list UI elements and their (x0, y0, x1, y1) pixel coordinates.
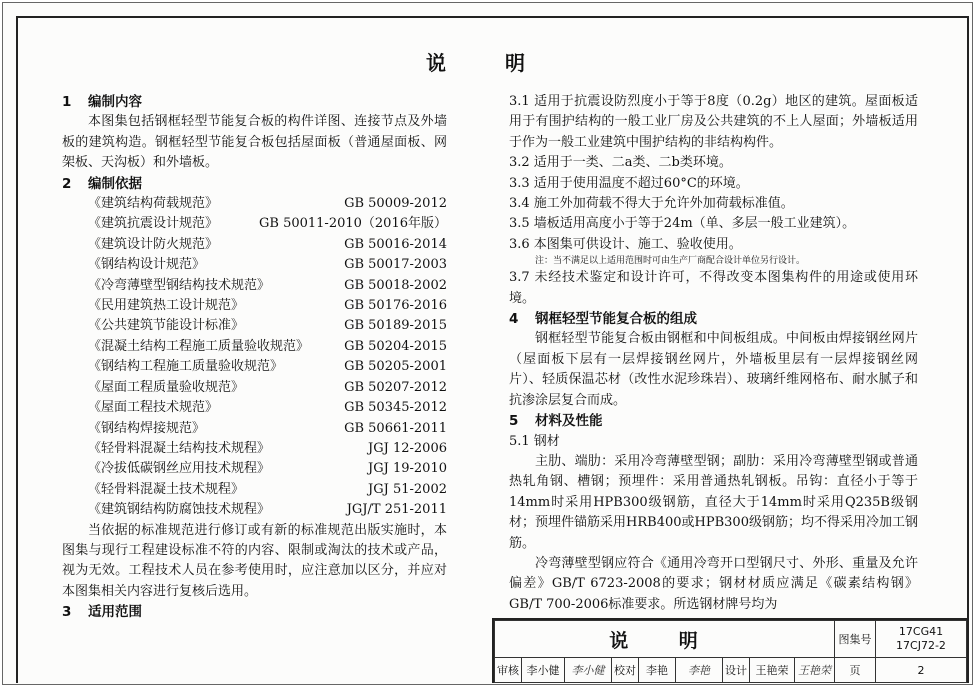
standard-name: 《建筑抗震设计规范》 (88, 216, 219, 232)
standard-code: GB 50009-2012 (344, 196, 447, 212)
standard-code: JGJ 19-2010 (368, 461, 447, 477)
clause-3-7: 3.7 未经技术鉴定和设计许可，不得改变本图集构件的用途或使用环境。 (509, 270, 918, 306)
section-number: 2 (62, 175, 72, 192)
section-title: 钢框轻型节能复合板的组成 (535, 311, 697, 328)
standard-name: 《屋面工程技术规范》 (88, 400, 219, 416)
standard-code: GB 50189-2015 (344, 318, 447, 334)
standard-item (62, 500, 447, 520)
atlas-label: 图集号 (835, 621, 876, 658)
standard-name: 《民用建筑热工设计规范》 (88, 298, 245, 314)
clause-5-1-body-2: 冷弯薄壁型钢应符合《通用冷弯开口型钢尺寸、外形、重量及允许偏差》GB/T 6723-2008的要求；钢材材质应满足《碳素结构钢》GB/T 700-2006标准要求。所选钢材牌号均为 (509, 555, 918, 612)
standard-item (62, 480, 447, 500)
section-title: 适用范围 (88, 604, 142, 621)
standard-code: GB 50176-2016 (344, 298, 447, 314)
standard-item (62, 255, 447, 275)
check-name: 李艳 (639, 658, 676, 683)
standard-item (62, 378, 447, 398)
design-label: 设计 (723, 658, 750, 683)
page-number: 2 (876, 658, 967, 683)
standard-name: 《屋面工程质量验收规范》 (88, 379, 245, 395)
title-block (492, 618, 969, 683)
clause-3-6: 3.6 本图集可供设计、施工、验收使用。 (509, 236, 742, 252)
standard-code: JGJ 12-2006 (368, 440, 447, 456)
section-title: 编制内容 (88, 94, 142, 110)
review-name: 李小健 (522, 658, 565, 683)
review-signature: 李小健 (565, 658, 612, 683)
clause-3-1: 3.1 适用于抗震设防烈度小于等于8度（0.2g）地区的建筑。屋面板适用于有围护结构的一般工业厂房及公共建筑的不上人屋面；外墙板适用于作为一般工业建筑中围护结构的非结构构件。 (509, 94, 918, 150)
standard-code: GB 50205-2001 (344, 359, 447, 375)
standard-code: GB 50017-2003 (344, 257, 447, 273)
section-1-heading (62, 92, 447, 112)
standard-name: 《钢结构焊接规范》 (88, 420, 206, 436)
standard-code: JGJ/T 251-2011 (346, 502, 447, 518)
standard-item (62, 419, 447, 439)
clause-3-5: 3.5 墙板适用高度小于等于24m（单、多层一般工业建筑）。 (509, 216, 856, 232)
standard-code: GB 50011-2010（2016年版） (259, 216, 447, 232)
standard-item (62, 398, 447, 418)
standard-name: 《公共建筑节能设计标准》 (88, 318, 245, 334)
standard-item (62, 214, 447, 234)
standard-name: 《轻骨料混凝土技术规程》 (88, 481, 245, 497)
design-signature: 王艳荣 (795, 658, 835, 683)
standard-item (62, 194, 447, 214)
standard-item (62, 357, 447, 377)
standard-name: 《混凝土结构工程施工质量验收规范》 (88, 338, 310, 354)
clause-5-1-body-1: 主肋、端肋：采用冷弯薄壁型钢；副肋：采用冷弯薄壁型钢或普通热轧角钢、槽钢；预埋件：采用普通热轧钢板。吊钩：直径小于等于14mm时采用HPB300级钢筋，直径大于14mm时采用Q235B级钢材；预埋件锚筋采用HRB400或HPB300级钢筋；均不得采用冷加工钢筋。 (509, 453, 918, 551)
standard-code: GB 50345-2012 (344, 400, 447, 416)
section-4-heading (509, 309, 918, 329)
section-number: 3 (62, 604, 72, 621)
standard-item (62, 439, 447, 459)
standard-code: JGJ 51-2002 (368, 481, 447, 497)
clause-5-1-heading: 5.1 钢材 (509, 433, 560, 449)
standard-code: GB 50207-2012 (344, 379, 447, 395)
standard-item (62, 316, 447, 336)
standards-list (62, 194, 447, 521)
standard-code: GB 50204-2015 (344, 338, 447, 354)
clause-3-3: 3.3 适用于使用温度不超过60°C的环境。 (509, 175, 749, 191)
design-name: 王艳荣 (750, 658, 795, 683)
standard-code: GB 50018-2002 (344, 277, 447, 293)
standard-name: 《轻骨料混凝土结构技术规程》 (88, 440, 271, 456)
section-number: 5 (509, 413, 519, 430)
standard-name: 《建筑钢结构防腐蚀技术规程》 (88, 502, 271, 518)
standard-name: 《建筑设计防火规范》 (88, 236, 219, 252)
page-label: 页 (835, 658, 876, 683)
standard-code: GB 50016-2014 (344, 236, 447, 252)
atlas-code-2: 17CJ72-2 (896, 639, 946, 652)
standard-name: 《冷弯薄壁型钢结构技术规范》 (88, 277, 271, 293)
section-4-body: 钢框轻型节能复合板由钢框和中间板组成。中间板由焊接钢丝网片（屋面板下层有一层焊接钢丝网片，外墙板里层有一层焊接钢丝网片）、轻质保温芯材（改性水泥珍珠岩）、玻璃纤维网格布、耐水腻子和抗渗涂层复合而成。 (509, 331, 918, 408)
clause-3-4: 3.4 施工外加荷载不得大于允许外加荷载标准值。 (509, 196, 794, 212)
check-label: 校对 (612, 658, 639, 683)
standard-item (62, 235, 447, 255)
note: 注：当不满足以上适用范围时可由生产厂商配合设计单位另行设计。 (535, 256, 806, 267)
standard-item (62, 337, 447, 357)
atlas-code (876, 621, 967, 658)
section-5-heading (509, 411, 918, 431)
standard-name: 《冷拔低碳钢丝应用技术规程》 (88, 461, 271, 477)
title-block-title: 说 明 (495, 621, 835, 658)
section-1-body: 本图集包括钢框轻型节能复合板的构件详图、连接节点及外墙板的建筑构造。钢框轻型节能复合板包括屋面板（普通屋面板、网架板、天沟板）和外墙板。 (62, 114, 447, 171)
standard-code: GB 50661-2011 (344, 420, 447, 436)
section-2-heading (62, 174, 447, 194)
section-number: 1 (62, 94, 72, 110)
right-column (509, 92, 918, 615)
atlas-code-1: 17CG41 (898, 625, 944, 638)
page-title: 说 明 (426, 51, 551, 75)
left-column (62, 92, 447, 623)
section-number: 4 (509, 311, 519, 328)
standard-item (62, 296, 447, 316)
clause-3-2: 3.2 适用于一类、二a类、二b类环境。 (509, 155, 732, 171)
section-2-body: 当依据的标准规范进行修订或有新的标准规范出版实施时，本图集与现行工程建设标准不符的内容、限制或淘汰的技术或产品，视为无效。工程技术人员在参考使用时，应注意加以区分，并应对本图集相关内容进行复核后选用。 (62, 522, 447, 599)
section-title: 编制依据 (88, 175, 142, 192)
standard-item (62, 276, 447, 296)
standard-name: 《钢结构设计规范》 (88, 257, 206, 273)
section-3-heading (62, 602, 447, 622)
check-signature: 李艳 (676, 658, 723, 683)
standard-item (62, 459, 447, 479)
standard-name: 《钢结构工程施工质量验收规范》 (88, 359, 284, 375)
standard-name: 《建筑结构荷载规范》 (88, 196, 219, 212)
review-label: 审核 (495, 658, 522, 683)
section-title: 材料及性能 (535, 413, 603, 430)
